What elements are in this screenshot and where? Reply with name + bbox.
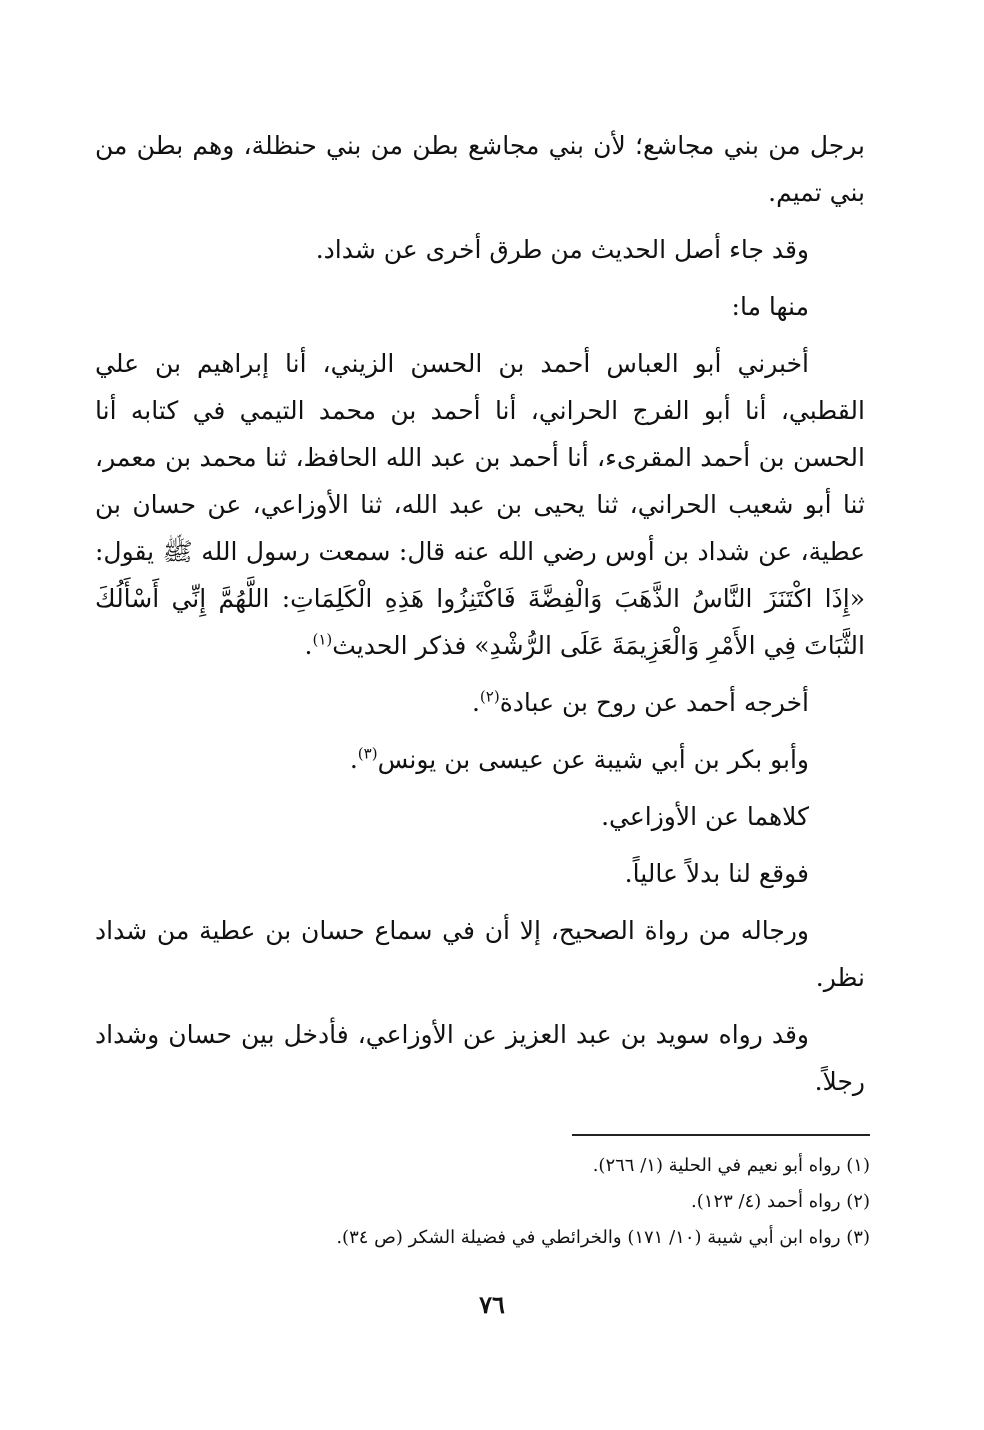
footnote-reference[interactable]: (١) bbox=[312, 630, 333, 649]
footnote-reference[interactable]: (٢) bbox=[479, 687, 500, 706]
paragraph-text: وأبو بكر بن أبي شيبة عن عيسى بن يونس bbox=[377, 745, 809, 774]
footnote-divider bbox=[572, 1134, 870, 1136]
footnotes bbox=[150, 1148, 870, 1256]
paragraph: فوقع لنا بدلاً عالياً. bbox=[624, 859, 809, 888]
footnote-reference[interactable]: (٣) bbox=[357, 744, 378, 763]
paragraph bbox=[95, 679, 865, 726]
paragraph bbox=[95, 736, 865, 783]
page-number: ٧٦ bbox=[479, 1290, 505, 1319]
paragraph-tail: . bbox=[304, 631, 313, 660]
footnote-2: (٢) رواه أحمد (٤/ ١٢٣). bbox=[691, 1191, 870, 1212]
paragraph-text: أخرجه أحمد عن روح بن عبادة bbox=[499, 688, 809, 717]
paragraph-tail: . bbox=[471, 688, 480, 717]
paragraph: وقد جاء أصل الحديث من طرق أخرى عن شداد. bbox=[315, 235, 809, 264]
paragraph: وقد رواه سويد بن عبد العزيز عن الأوزاعي، فأدخل بين حسان وشداد رجلاً. bbox=[95, 1020, 865, 1096]
paragraph: برجل من بني مجاشع؛ لأن بني مجاشع بطن من بني حنظلة، وهم بطن من بني تميم. bbox=[95, 131, 865, 207]
footnote-1: (١) رواه أبو نعيم في الحلية (١/ ٢٦٦). bbox=[592, 1155, 870, 1176]
paragraph: ورجاله من رواة الصحيح، إلا أن في سماع حسان بن عطية من شداد نظر. bbox=[95, 916, 865, 992]
footnote-3: (٣) رواه ابن أبي شيبة (١٠/ ١٧١) والخرائطي في فضيلة الشكر (ص ٣٤). bbox=[336, 1227, 870, 1248]
paragraph bbox=[95, 340, 865, 669]
paragraph: كلاهما عن الأوزاعي. bbox=[601, 802, 809, 831]
paragraph-text: أخبرني أبو العباس أحمد بن الحسن الزيني، أنا إبراهيم بن علي القطبي، أنا أبو الفرج الحراني، أنا أحمد بن محمد التيمي في كتابه أنا الحسن بن أحمد المقرىء، أنا أحمد بن عبد الله الحافظ، ثنا محمد بن معمر، ثنا أبو شعيب الحراني، ثنا يحيى بن عبد الله، ثنا الأوزاعي، عن حسان بن عطية، عن شداد بن أوس رضي الله عنه قال: سمعت رسول الله ﷺ يقول: «إِذَا اكْتَنَزَ النَّاسُ الذَّهَبَ وَالْفِضَّةَ فَاكْتَنِزُوا هَذِهِ الْكَلِمَاتِ: اللَّهُمَّ إِنِّي أَسْأَلُكَ الثَّبَاتَ فِي الأَمْرِ وَالْعَزِيمَةَ عَلَى الرُّشْدِ» فذكر الحديث bbox=[95, 349, 865, 660]
main-text bbox=[95, 122, 865, 1115]
paragraph-tail: . bbox=[349, 745, 358, 774]
paragraph: منها ما: bbox=[731, 292, 809, 321]
